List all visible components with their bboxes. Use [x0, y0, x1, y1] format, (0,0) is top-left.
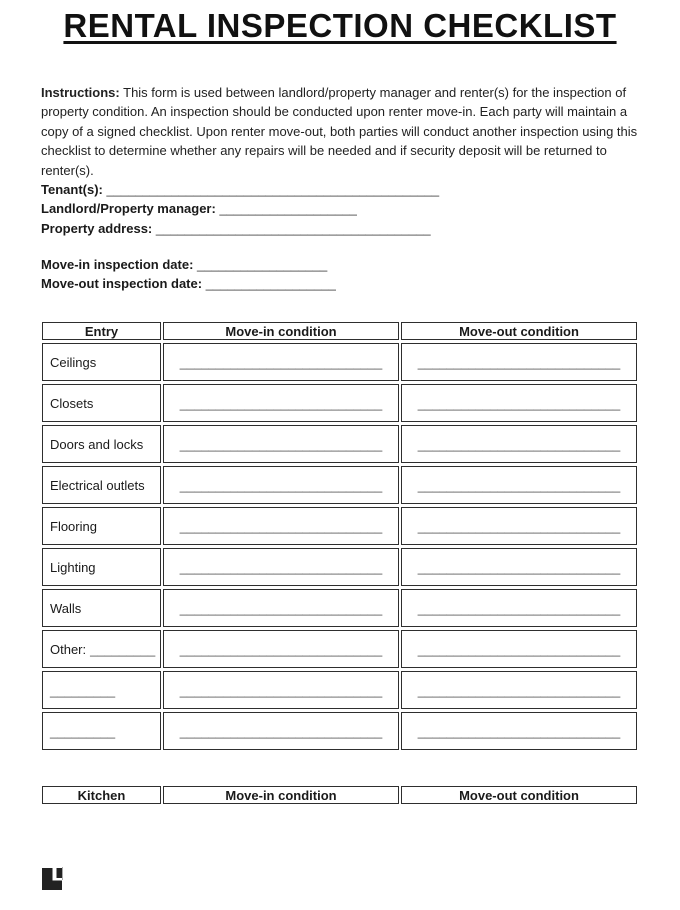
move-out-condition-cell: ____________________________ [401, 671, 637, 709]
move-in-condition-cell: ____________________________ [163, 671, 399, 709]
move-in-date-field [41, 255, 336, 274]
move-out-condition-cell: ____________________________ [401, 712, 637, 750]
move-out-condition-cell: ____________________________ [401, 425, 637, 463]
table-row [42, 507, 637, 545]
entry-cell: _________ [42, 712, 161, 750]
move-in-condition-cell: ____________________________ [163, 507, 399, 545]
move-out-date-label: Move-out inspection date: [41, 276, 203, 292]
table-row [42, 343, 637, 381]
tenant-blank-line: ______________________________________________ [106, 182, 440, 197]
table-row [42, 671, 637, 709]
table-row [42, 466, 637, 504]
move-in-condition-cell: ____________________________ [163, 425, 399, 463]
property-address-label: Property address: [41, 220, 153, 236]
page-title: RENTAL INSPECTION CHECKLIST [63, 7, 617, 44]
table-row [42, 712, 637, 750]
landlord-blank-line: ___________________ [219, 201, 357, 217]
move-out-date-blank-line: __________________ [205, 276, 336, 292]
inspection-date-fields [41, 255, 336, 294]
move-in-date-label: Move-in inspection date: [41, 257, 194, 272]
entry-cell: Electrical outlets [42, 466, 161, 504]
move-out-date-field [41, 274, 336, 293]
entry-cell: _________ [42, 671, 161, 709]
table-row [42, 589, 637, 627]
move-in-date-blank-line: __________________ [197, 257, 328, 272]
entry-cell: Closets [42, 384, 161, 422]
table-header-row [42, 786, 637, 804]
instructions-text: This form is used between landlord/property manager and renter(s) for the inspection of property condition. An inspection should be conducted upon renter move-in. Each party will maintain a copy of a signed checklist. Upon renter move-out, both parties will conduct another inspection using this checklist to determine whether any repairs will be needed and if security deposit will be returned to renter(s). [41, 85, 638, 178]
party-fields [41, 180, 439, 238]
move-out-condition-cell: ____________________________ [401, 507, 637, 545]
move-out-condition-cell: ____________________________ [401, 589, 637, 627]
entry-inspection-table [42, 322, 637, 750]
entry-cell: Other: _________ [42, 630, 161, 668]
table-header-row [42, 322, 637, 340]
entry-cell: Flooring [42, 507, 161, 545]
kitchen-header-cell: Kitchen [42, 786, 161, 804]
table-row [42, 548, 637, 586]
landlord-label: Landlord/Property manager: [41, 201, 216, 217]
instructions-paragraph [41, 83, 641, 180]
table-row [42, 630, 637, 668]
entry-cell: Lighting [42, 548, 161, 586]
move-out-condition-cell: ____________________________ [401, 466, 637, 504]
move-in-condition-cell: ____________________________ [163, 384, 399, 422]
move-out-condition-cell: ____________________________ [401, 384, 637, 422]
move-out-header-cell: Move-out condition [401, 322, 637, 340]
move-out-condition-cell: ____________________________ [401, 630, 637, 668]
landlord-field [41, 199, 439, 218]
move-in-condition-cell: ____________________________ [163, 589, 399, 627]
move-out-condition-cell: ____________________________ [401, 343, 637, 381]
tenant-label: Tenant(s): [41, 182, 103, 197]
move-in-condition-cell: ____________________________ [163, 712, 399, 750]
instructions-label: Instructions: [41, 85, 120, 100]
move-in-header-cell: Move-in condition [163, 322, 399, 340]
move-in-condition-cell: ____________________________ [163, 548, 399, 586]
entry-header-cell: Entry [42, 322, 161, 340]
move-in-header-cell: Move-in condition [163, 786, 399, 804]
move-in-condition-cell: ____________________________ [163, 630, 399, 668]
property-address-field [41, 219, 439, 238]
entry-cell: Ceilings [42, 343, 161, 381]
move-in-condition-cell: ____________________________ [163, 466, 399, 504]
move-out-condition-cell: ____________________________ [401, 548, 637, 586]
property-address-blank-line: ______________________________________ [155, 220, 431, 236]
move-in-condition-cell: ____________________________ [163, 343, 399, 381]
tenant-field [41, 180, 439, 199]
entry-cell: Doors and locks [42, 425, 161, 463]
table-row [42, 384, 637, 422]
table-row [42, 425, 637, 463]
entry-cell: Walls [42, 589, 161, 627]
kitchen-inspection-table [42, 786, 637, 804]
legaltemplates-logo-icon [42, 867, 63, 890]
move-out-header-cell: Move-out condition [401, 786, 637, 804]
